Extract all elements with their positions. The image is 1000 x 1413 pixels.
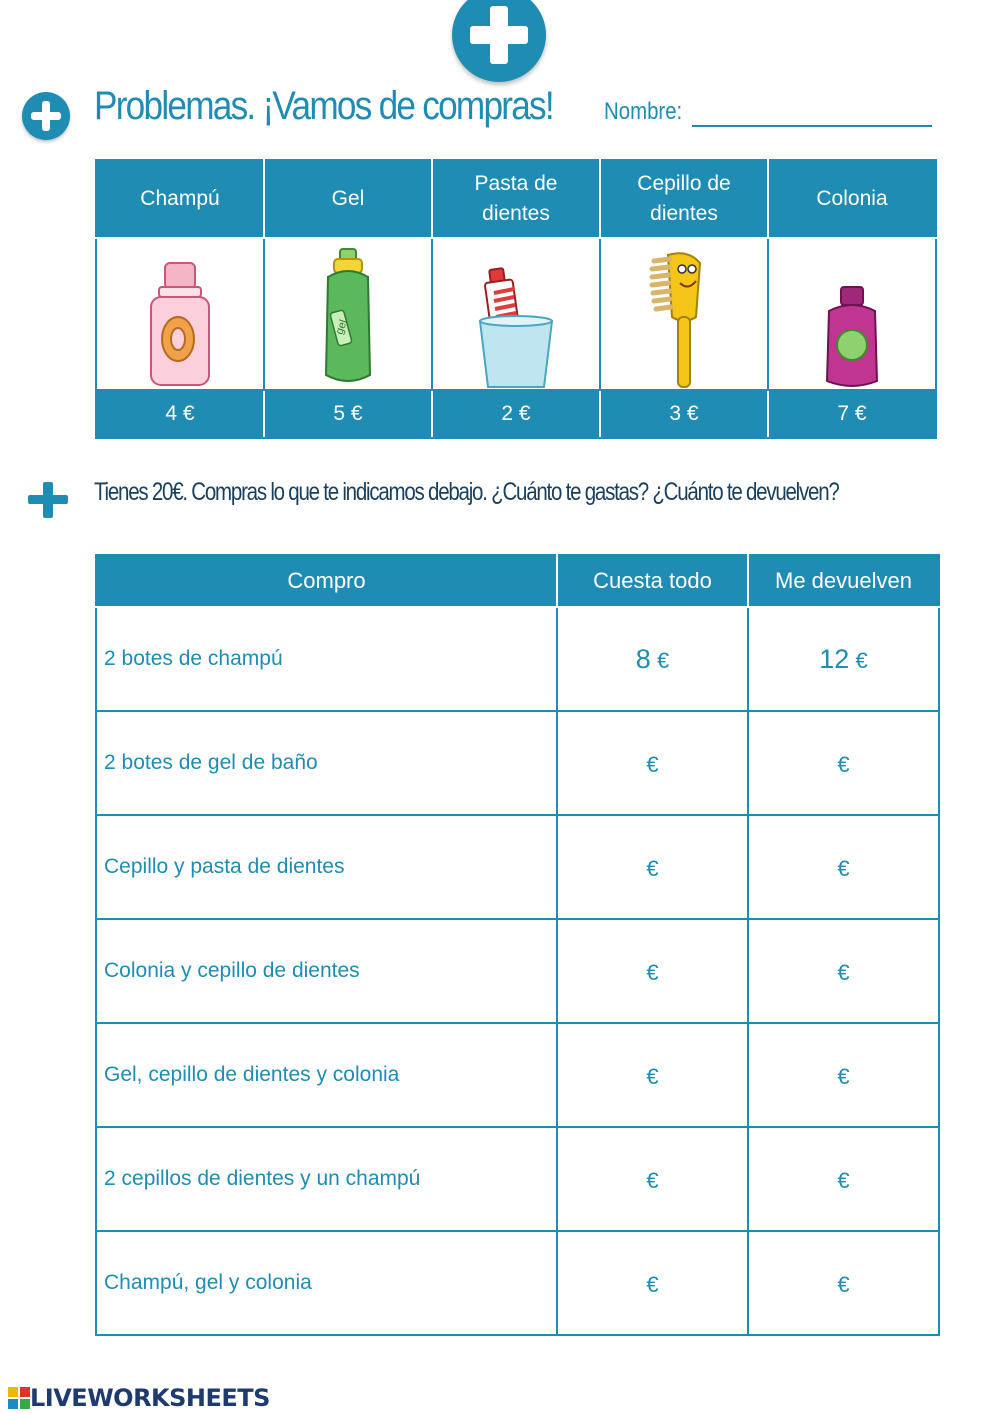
purchase-item: 2 botes de champú <box>96 607 557 711</box>
product-price: 4 € <box>96 390 264 438</box>
currency-symbol: € <box>646 1063 659 1089</box>
currency-symbol: € <box>656 647 670 673</box>
currency-symbol: € <box>646 1167 659 1193</box>
svg-text:gel: gel <box>333 318 350 337</box>
purchase-item: Colonia y cepillo de dientes <box>96 919 557 1023</box>
instruction-text: Tienes 20€. Compras lo que te indicamos debajo. ¿Cuánto te gastas? ¿Cuánto te devuelven? <box>94 478 839 506</box>
name-input-line[interactable] <box>692 125 932 127</box>
cost-answer-field[interactable] <box>557 1231 748 1335</box>
plus-circle-icon <box>22 92 70 140</box>
product-name-colonia: Colonia <box>768 160 936 238</box>
product-image-cell <box>600 238 768 390</box>
cost-answer-field[interactable] <box>557 815 748 919</box>
currency-symbol: € <box>837 751 850 777</box>
cost-answer-field[interactable] <box>557 1023 748 1127</box>
purchase-item: 2 cepillos de dientes y un champú <box>96 1127 557 1231</box>
change-value: 12 <box>819 643 850 674</box>
cost-answer-field[interactable] <box>557 711 748 815</box>
toothbrush-icon <box>648 247 720 389</box>
product-name-cepillo: Cepillo de dientes <box>600 160 768 238</box>
product-image-cell <box>96 238 264 390</box>
product-price: 2 € <box>432 390 600 438</box>
table-row <box>96 1023 939 1127</box>
column-header-cuesta-todo: Cuesta todo <box>557 555 748 607</box>
change-answer-field[interactable] <box>748 919 939 1023</box>
currency-symbol: € <box>855 647 868 673</box>
gel-bottle-icon <box>318 247 378 389</box>
product-name-gel: Gel <box>264 160 432 238</box>
footer-brand <box>8 1384 270 1412</box>
currency-symbol: € <box>646 959 659 985</box>
currency-symbol: € <box>646 751 659 777</box>
product-name-pasta: Pasta de dientes <box>432 160 600 238</box>
column-header-compro: Compro <box>96 555 557 607</box>
product-price: 5 € <box>264 390 432 438</box>
cost-answer-field[interactable] <box>557 1127 748 1231</box>
cost-value: 8 <box>635 643 651 674</box>
product-price: 3 € <box>600 390 768 438</box>
product-image-cell <box>432 238 600 390</box>
cost-answer-field[interactable] <box>557 607 748 711</box>
purchase-item: Gel, cepillo de dientes y colonia <box>96 1023 557 1127</box>
change-answer-field[interactable] <box>748 607 939 711</box>
column-header-me-devuelven: Me devuelven <box>748 555 939 607</box>
change-answer-field[interactable] <box>748 1127 939 1231</box>
plus-circle-large-icon <box>452 0 546 82</box>
purchase-item: 2 botes de gel de baño <box>96 711 557 815</box>
purchase-table <box>95 554 940 1336</box>
plus-icon <box>28 482 68 518</box>
name-label: Nombre: <box>604 98 683 125</box>
table-row <box>96 607 939 711</box>
change-answer-field[interactable] <box>748 711 939 815</box>
table-row <box>96 711 939 815</box>
currency-symbol: € <box>837 1063 850 1089</box>
currency-symbol: € <box>646 1271 659 1297</box>
table-row <box>96 815 939 919</box>
table-row <box>96 1127 939 1231</box>
purchase-item: Champú, gel y colonia <box>96 1231 557 1335</box>
cologne-bottle-icon <box>821 285 883 389</box>
toothpaste-cup-icon <box>478 267 554 389</box>
table-row <box>96 919 939 1023</box>
currency-symbol: € <box>837 959 850 985</box>
purchase-item: Cepillo y pasta de dientes <box>96 815 557 919</box>
change-answer-field[interactable] <box>748 815 939 919</box>
shampoo-bottle-icon <box>145 259 215 389</box>
table-row <box>96 1231 939 1335</box>
currency-symbol: € <box>837 855 850 881</box>
footer-brand-text: LIVEWORKSHEETS <box>30 1384 270 1412</box>
currency-symbol: € <box>646 855 659 881</box>
product-image-cell <box>264 238 432 390</box>
cost-answer-field[interactable] <box>557 919 748 1023</box>
products-table <box>95 159 937 439</box>
product-image-cell <box>768 238 936 390</box>
product-price: 7 € <box>768 390 936 438</box>
change-answer-field[interactable] <box>748 1023 939 1127</box>
currency-symbol: € <box>837 1271 850 1297</box>
product-name-champu: Champú <box>96 160 264 238</box>
page-title: Problemas. ¡Vamos de compras! <box>94 84 553 128</box>
currency-symbol: € <box>837 1167 850 1193</box>
liveworksheets-logo-icon <box>8 1387 30 1409</box>
change-answer-field[interactable] <box>748 1231 939 1335</box>
